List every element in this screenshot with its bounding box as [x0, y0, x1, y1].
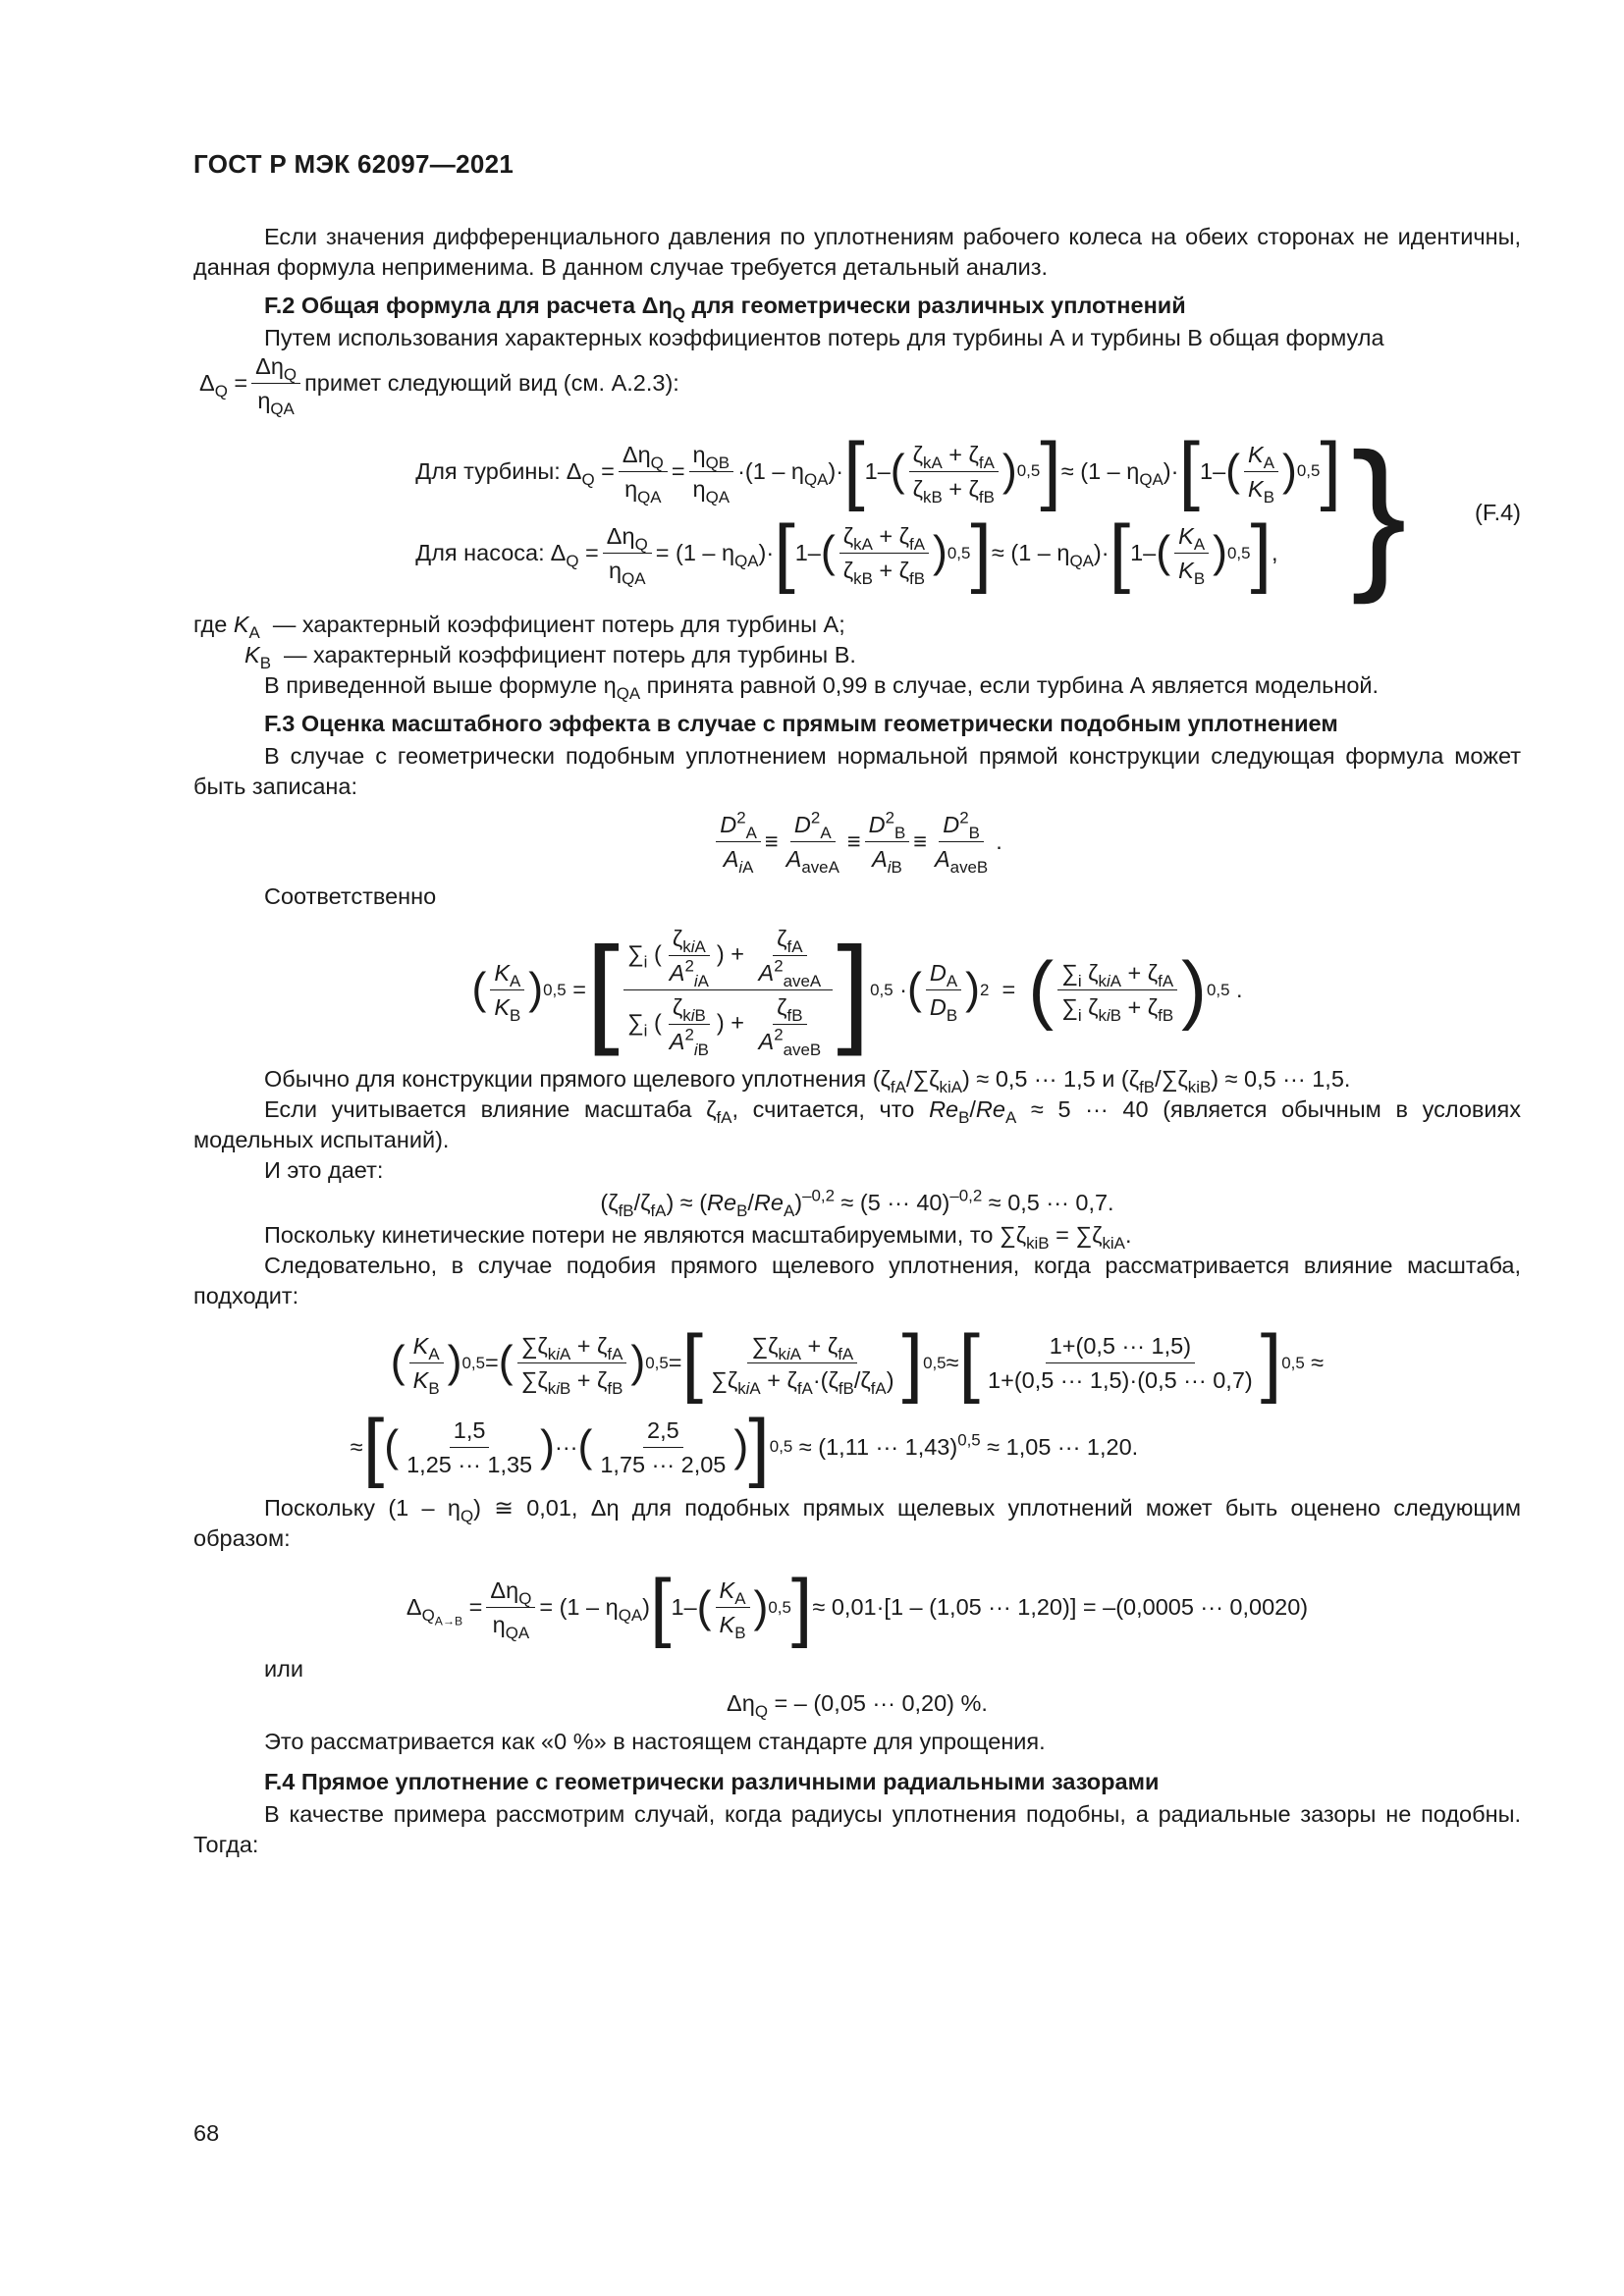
paragraph: Поскольку $(1 - \eta_Q)$ ≅ 0,01, Δη для подобных прямых щелевых уплотнений может быть оценено следующим образом: [193, 1495, 1521, 1552]
paragraph: Соответственно [264, 883, 437, 909]
section-heading-f2: F.2 Общая формула для расчета $\Delta\eta_Q$ для геометрически различных уплотнений [264, 293, 1186, 323]
paragraph: примет следующий вид (см. А.2.3): [304, 370, 679, 396]
brace-icon: } [1350, 419, 1407, 606]
formula-delta-q: $\Delta_{Q_{A\to B}}$ = $\frac{\Delta\eta_Q}{\eta_{QA}}$ = $(1 - \eta_{QA})$ [ 1– ( $\frac{K_A}{K_B}$ ) 0,5 ] ≈ 0,01·[1 – (1,05 ··· 1,20)] = –(0,0005 ··· 0,0020) [406, 1565, 1309, 1650]
paragraph: В приведенной выше формуле $\eta_{QA}$ принята равной 0,99 в случае, если турбина А является модельной. [264, 672, 1380, 703]
where-block: где $K_A$ — характерный коэффициент потерь для турбины А; $K_B$ — характерный коэффициент потерь для турбины В. [193, 612, 856, 672]
formula-k-ratio: ( $\frac{K_A}{K_B}$ ) 0,5 = [ $\sum_i$ ( $\frac{\zeta_{kiA}}{A^2_{iA}}$ ) + $\frac{\zeta_{fA}}{A^2_{aveA}}$ $\sum_i$ ( $\frac{\zeta_{kiB}}{A^2_{iB}}$ ) + $\frac{\zeta_{fB}}{A^2_{aveB}}$ ] 0,5 · ( $\frac{D_A}{D_B}$ ) 2 = ( $\frac{\sum_i \zeta_{kiA} + \zeta_{fA}}{\sum_i \zeta_{kiB} + \zeta_{fB}}$ ) 0,5 . [471, 922, 1243, 1059]
paragraph: И это дает: [264, 1157, 384, 1183]
formula-scale-1: ( $\frac{K_A}{K_B}$ ) 0,5 = ( $\frac{\sum\zeta_{kiA} + \zeta_{fA}}{\sum\zeta_{kiB} + \zeta_{fB}}$ ) 0,5 = [ $\frac{\sum\zeta_{kiA} + \zeta_{fA}}{\sum\zeta_{kiA} + \zeta_{fA}\cdot(\zeta_{fB}/\zeta_{fA})}$ ] 0,5 ≈ [ $\frac{1+(0,5 \cdot\cdot\cdot 1,5)}{1+(0,5 \cdot\cdot\cdot 1,5)\cdot(0,5 \cdot\cdot\cdot 0,7)}$ ] 0,5 ≈ [390, 1320, 1325, 1405]
paragraph: Это рассматривается как «0 %» в настоящем стандарте для упрощения. [264, 1728, 1046, 1754]
fraction: $\frac{\Delta\eta_Q}{\eta_{QA}}$ [251, 351, 300, 415]
paragraph: В случае с геометрически подобным уплотнением нормальной прямой конструкции следующая формула может быть записана: [193, 743, 1521, 799]
formula-similarity: $\frac{D^2_A}{A_{iA}}$ ≡ $\frac{D^2_A}{A_{aveA}}$ ≡ $\frac{D^2_B}{A_{iB}}$ ≡ $\frac{D^2_B}{A_{aveB}}$ . [193, 810, 1521, 874]
inline-formula-row: $\Delta_Q$ = $\frac{\Delta\eta_Q}{\eta_{QA}}$ примет следующий вид (см. А.2.3): [199, 353, 679, 418]
paragraph: Путем использования характерных коэффициентов потерь для турбины А и турбины В общая формула [264, 325, 1384, 350]
turbine-label: Для турбины: [415, 457, 561, 484]
page-content [193, 222, 1521, 1860]
standard-code: ГОСТ Р МЭК 62097—2021 [193, 149, 514, 179]
section-heading-f3: F.3 Оценка масштабного эффекта в случае с прямым геометрически подобным уплотнением [264, 711, 1338, 736]
paragraph: Поскольку кинетические потери не являются масштабируемыми, то $\sum\zeta_{kiB} = \sum\zeta_{kiA}$. [264, 1222, 1132, 1253]
paragraph: Обычно для конструкции прямого щелевого уплотнения $(\zeta_{fA}/\sum\zeta_{kiA}) \approx 0,5$ ··· 1,5 и $(\zeta_{fB}/\sum\zeta_{kiB}) \approx 0,5$ ··· 1,5. [264, 1066, 1351, 1096]
formula-f4: Для турбины: $\Delta_Q$ = $\frac{\Delta\eta_Q}{\eta_{QA}}$ = $\frac{\eta_{QB}}{\eta_{QA}}$ $\cdot(1 - \eta_{QA})\cdot$ [ 1– ( $\frac{\zeta_{kA} + \zeta_{fA}}{\zeta_{kB} + \zeta_{fB}}$ ) 0,5 ] ≈ $(1 - \eta_{QA})\cdot$ [ 1– ( $\frac{K_A}{K_B}$ ) 0,5 ] Для насоса: $\Delta_Q$ = $\frac{\Delta\eta_Q}{\eta_{QA}}$ = $(1 - \eta_{QA})\cdot$ [ 1– ( $\frac{\zeta_{kA} + \zeta_{fA}}{\zeta_{kB} + \zeta_{fB}}$ ) 0,5 ] ≈ $(1 - \eta_{QA})\cdot$ [ 1– ( $\frac{K_A}{K_B}$ ) 0,5 ] , } (F.4) [415, 419, 1521, 606]
formula-scale-2: ≈ [ ( $\frac{1,5}{1,25 \cdot\cdot\cdot 1,35}$ ) ··· ( $\frac{2,5}{1,75 \cdot\cdot\cdot 2,05}$ ) ] 0,5 ≈ (1,11 ··· 1,43)$^{0,5}$ ≈ 1,05 ··· 1,20. [350, 1404, 1139, 1489]
paragraph: В качестве примера рассмотрим случай, когда радиусы уплотнения подобны, а радиальные зазоры не подобны. Тогда: [193, 1800, 1521, 1857]
page-number: 68 [193, 2120, 220, 2146]
paragraph: или [264, 1655, 303, 1682]
pump-label: Для насоса: [415, 540, 545, 566]
paragraph: Если значения дифференциального давления по уплотнениям рабочего колеса на обеих сторонах не идентичны, данная формула неприменима. В данном случае требуется детальный анализ. [193, 224, 1521, 280]
formula-ratio: $(\zeta_{fB}/\zeta_{fA}) \approx (Re_B/Re_A)^{-0,2} \approx (5$ ··· 40)$^{-0,2}$ ≈ 0,5 ··· 0,7. [600, 1186, 1114, 1220]
paragraph: Следовательно, в случае подобия прямого щелевого уплотнения, когда рассматривается влияние масштаба, подходит: [193, 1253, 1521, 1308]
section-heading-f4: F.4 Прямое уплотнение с геометрически различными радиальными зазорами [264, 1768, 1160, 1794]
formula-final: $\Delta\eta_Q$ = – (0,05 ··· 0,20) %. [727, 1689, 988, 1721]
paragraph: Если учитывается влияние масштаба $\zeta_{fA}$, считается, что $Re_B/Re_A \approx 5$ ··· 40 (является обычным в условиях модельных испытаний). [193, 1096, 1521, 1152]
equation-number: (F.4) [1475, 499, 1521, 525]
